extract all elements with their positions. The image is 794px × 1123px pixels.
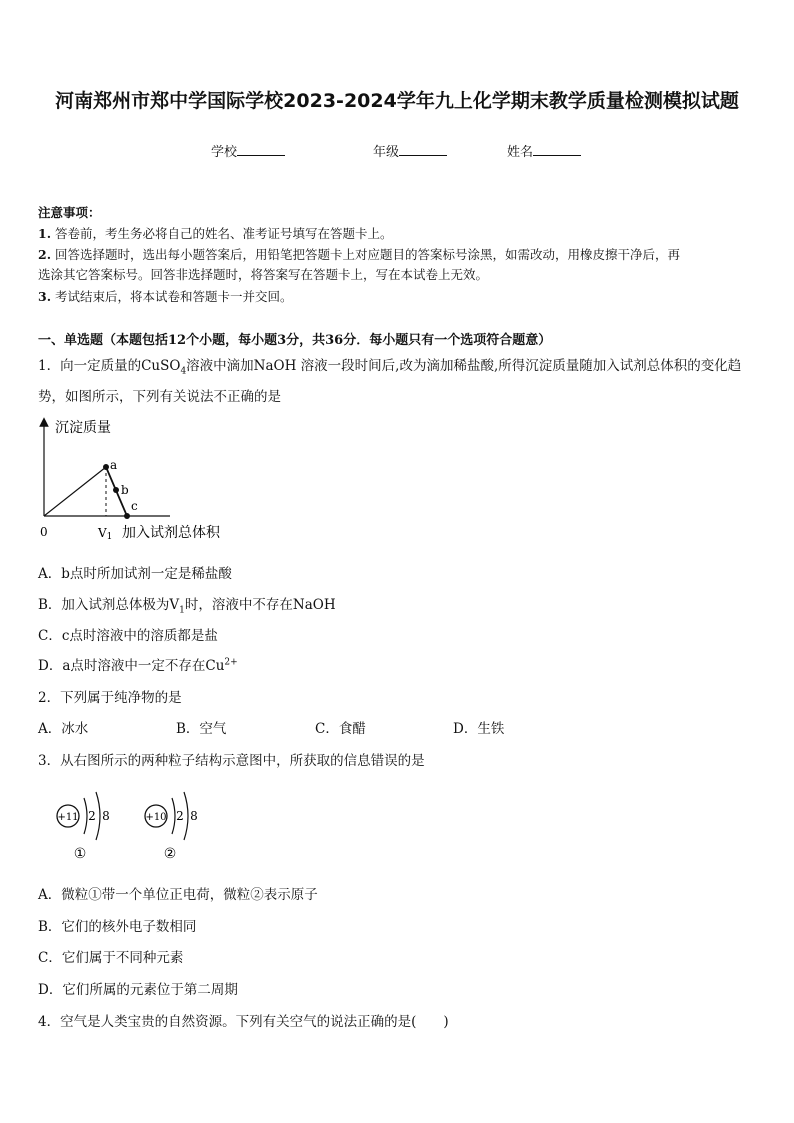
- q3-option-a[interactable]: A．微粒①带一个单位正电荷，微粒②表示原子: [38, 887, 318, 903]
- grade-field[interactable]: [373, 141, 447, 160]
- q3-stem: 3．从右图所示的两种粒子结构示意图中，所获取的信息错误的是: [38, 753, 425, 769]
- particle-1-e2: 8: [102, 809, 110, 823]
- q1-graph: [30, 410, 250, 545]
- q1-option-c[interactable]: C．c点时溶液中的溶质都是盐: [38, 628, 218, 644]
- point-b-label: b: [121, 483, 129, 497]
- particle-1-shell-1: [84, 798, 87, 834]
- q1-option-d-sup: 2+: [224, 657, 238, 668]
- q1-option-b-sub: 1: [179, 605, 185, 616]
- section-heading: 一、单选题（本题包括12个小题，每小题3分，共36分．每小题只有一个选项符合题意）: [38, 333, 552, 348]
- v1-label: [97, 526, 112, 542]
- q3-option-d[interactable]: D．它们所属的元素位于第二周期: [38, 982, 238, 998]
- grade-label: 年级: [373, 145, 400, 160]
- point-c-label: c: [131, 499, 138, 513]
- particle-2-nucleus: +10: [145, 812, 167, 823]
- name-blank[interactable]: [533, 143, 581, 156]
- q1-option-a[interactable]: A．b点时所加试剂一定是稀盐酸: [38, 566, 232, 582]
- q3-option-c[interactable]: C．它们属于不同种元素: [38, 950, 184, 966]
- q1-stem-b: 溶液中滴加NaOH 溶液一段时间后,改为滴加稀盐酸,所得沉淀质量随加入试剂总体积的变化趋: [186, 358, 742, 374]
- origin-label: 0: [40, 525, 48, 539]
- q1-option-d[interactable]: [38, 654, 238, 674]
- q1-stem: [38, 354, 741, 377]
- q2-option-d[interactable]: D．生铁: [453, 721, 505, 737]
- q1-stem-2: 势，如图所示，下列有关说法不正确的是: [38, 389, 281, 405]
- particle-2-label: ②: [163, 846, 177, 862]
- x-axis-label: 加入试剂总体积: [122, 525, 220, 541]
- name-field[interactable]: [507, 141, 581, 160]
- notice-text-2b: 选涂其它答案标号。回答非选择题时，将答案写在答题卡上，写在本试卷上无效。: [38, 267, 489, 282]
- notice-item-1: [38, 224, 393, 242]
- particle-1-label: ①: [73, 846, 87, 862]
- particle-1-e1: 2: [88, 809, 96, 823]
- notice-num-1: 1.: [38, 226, 52, 241]
- particle-1-nucleus: +11: [57, 812, 79, 823]
- q2-option-c[interactable]: C．食醋: [315, 721, 366, 737]
- q1-option-b-text-b: 时，溶液中不存在NaOH: [184, 597, 336, 613]
- particle-1: [57, 792, 110, 862]
- notice-heading: 注意事项：: [38, 205, 101, 220]
- notice-text-2: 回答选择题时，选出每小题答案后，用铅笔把答题卡上对应题目的答案标号涂黑，如需改动，用橡皮擦干净后，再: [55, 247, 681, 262]
- particle-2: [145, 792, 198, 862]
- notice-item-3: [38, 287, 293, 305]
- particle-2-shell-1: [172, 798, 175, 834]
- notice-text-3: 考试结束后，将本试卷和答题卡一并交回。: [55, 289, 293, 304]
- school-label: 学校: [211, 145, 238, 160]
- school-blank[interactable]: [237, 143, 285, 156]
- particle-2-shell-2: [184, 792, 188, 840]
- q2-option-a[interactable]: A．冰水: [38, 721, 89, 737]
- y-axis-label: 沉淀质量: [55, 420, 111, 436]
- point-c-marker: [124, 513, 130, 519]
- point-a-label: a: [110, 458, 118, 472]
- q1-option-b[interactable]: [38, 593, 336, 616]
- notice-item-2: [38, 245, 680, 263]
- particle-1-shell-2: [96, 792, 100, 840]
- v1-main: V: [98, 526, 107, 540]
- name-label: 姓名: [507, 145, 534, 160]
- q4-stem: 4．空气是人类宝贵的自然资源。下列有关空气的说法正确的是( ): [38, 1014, 449, 1030]
- point-a-marker: [103, 464, 109, 470]
- v1-sub: 1: [106, 532, 113, 542]
- particle-2-e1: 2: [176, 809, 184, 823]
- notice-num-3: 3.: [38, 289, 52, 304]
- particle-2-e2: 8: [190, 809, 198, 823]
- q2-stem: 2．下列属于纯净物的是: [38, 690, 182, 706]
- page-title: 河南郑州市郑中学国际学校2023-2024学年九上化学期末教学质量检测模拟试题: [55, 90, 739, 112]
- notice-num-2: 2.: [38, 247, 52, 262]
- q1-option-b-text-a: B．加入试剂总体极为V: [38, 597, 180, 613]
- q1-stem-sub: 4: [180, 366, 187, 377]
- school-field[interactable]: [211, 141, 285, 160]
- q2-option-b[interactable]: B．空气: [176, 721, 227, 737]
- point-b-marker: [113, 487, 119, 493]
- q1-option-d-text: D．a点时溶液中一定不存在Cu: [38, 658, 225, 674]
- q1-stem-a: 1．向一定质量的CuSO: [38, 358, 181, 374]
- notice-text-1: 答卷前，考生务必将自己的姓名、准考证号填写在答题卡上。: [55, 226, 393, 241]
- grade-blank[interactable]: [399, 143, 447, 156]
- q3-option-b[interactable]: B．它们的核外电子数相同: [38, 919, 197, 935]
- rising-line: [44, 467, 106, 516]
- q3-particle-diagram: [50, 788, 220, 868]
